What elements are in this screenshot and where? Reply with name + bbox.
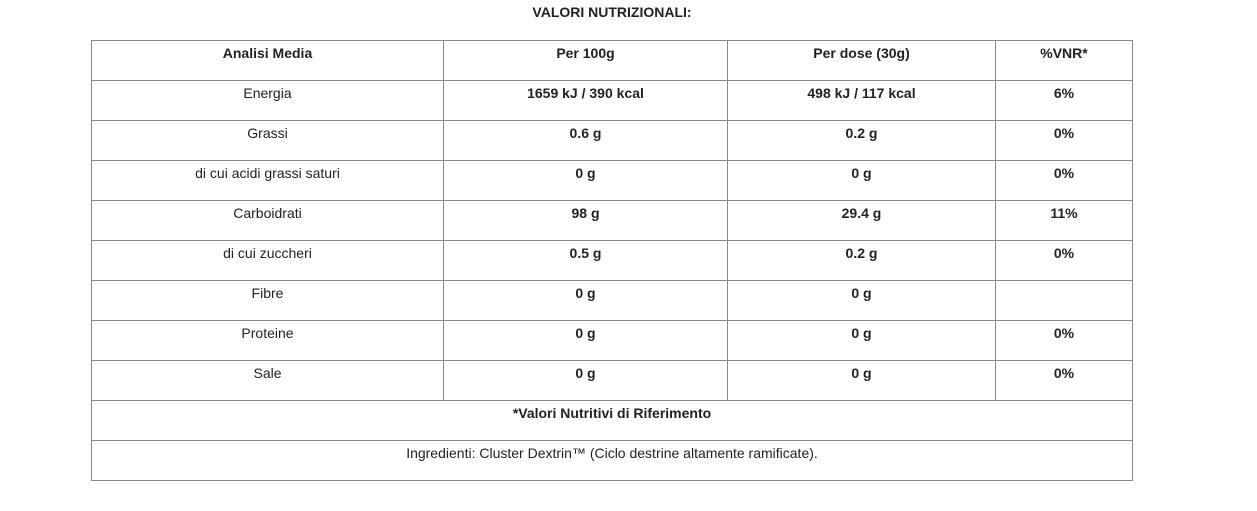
nutrient-name: di cui zuccheri: [92, 241, 444, 281]
value-per-dose: 0 g: [728, 361, 996, 401]
table-row: [92, 121, 1133, 161]
value-vnr: 0%: [996, 241, 1133, 281]
table-row: [92, 81, 1133, 121]
header-vnr: %VNR*: [996, 41, 1133, 81]
ingredients-text: Ingredienti: Cluster Dextrin™ (Ciclo destrine altamente ramificate).: [92, 441, 1133, 481]
nutrient-name: Energia: [92, 81, 444, 121]
value-per-dose: 0 g: [728, 161, 996, 201]
table-row: [92, 281, 1133, 321]
value-vnr: [996, 281, 1133, 321]
value-per-100g: 0.5 g: [444, 241, 728, 281]
value-per-dose: 498 kJ / 117 kcal: [728, 81, 996, 121]
nutrient-name: Fibre: [92, 281, 444, 321]
value-per-dose: 0 g: [728, 281, 996, 321]
value-per-dose: 29.4 g: [728, 201, 996, 241]
value-per-100g: 0 g: [444, 281, 728, 321]
nutrient-name: Sale: [92, 361, 444, 401]
nutrition-table: [91, 40, 1133, 481]
nutrient-name: di cui acidi grassi saturi: [92, 161, 444, 201]
value-vnr: 6%: [996, 81, 1133, 121]
value-per-dose: 0.2 g: [728, 121, 996, 161]
table-footer-row: [92, 401, 1133, 441]
value-per-100g: 0 g: [444, 161, 728, 201]
nutrient-name: Carboidrati: [92, 201, 444, 241]
value-per-dose: 0 g: [728, 321, 996, 361]
table-footer-row: [92, 441, 1133, 481]
vnr-note: *Valori Nutritivi di Riferimento: [92, 401, 1133, 441]
value-vnr: 0%: [996, 161, 1133, 201]
table-row: [92, 161, 1133, 201]
table-row: [92, 361, 1133, 401]
value-vnr: 11%: [996, 201, 1133, 241]
table-row: [92, 241, 1133, 281]
table-row: [92, 201, 1133, 241]
value-per-dose: 0.2 g: [728, 241, 996, 281]
header-per-dose: Per dose (30g): [728, 41, 996, 81]
value-vnr: 0%: [996, 321, 1133, 361]
value-per-100g: 1659 kJ / 390 kcal: [444, 81, 728, 121]
nutrient-name: Proteine: [92, 321, 444, 361]
value-vnr: 0%: [996, 121, 1133, 161]
value-per-100g: 0 g: [444, 361, 728, 401]
value-per-100g: 0 g: [444, 321, 728, 361]
value-per-100g: 98 g: [444, 201, 728, 241]
header-per-100g: Per 100g: [444, 41, 728, 81]
page-title: VALORI NUTRIZIONALI:: [532, 4, 692, 20]
header-analisi-media: Analisi Media: [92, 41, 444, 81]
table-header-row: [92, 41, 1133, 81]
value-vnr: 0%: [996, 361, 1133, 401]
table-row: [92, 321, 1133, 361]
value-per-100g: 0.6 g: [444, 121, 728, 161]
nutrient-name: Grassi: [92, 121, 444, 161]
